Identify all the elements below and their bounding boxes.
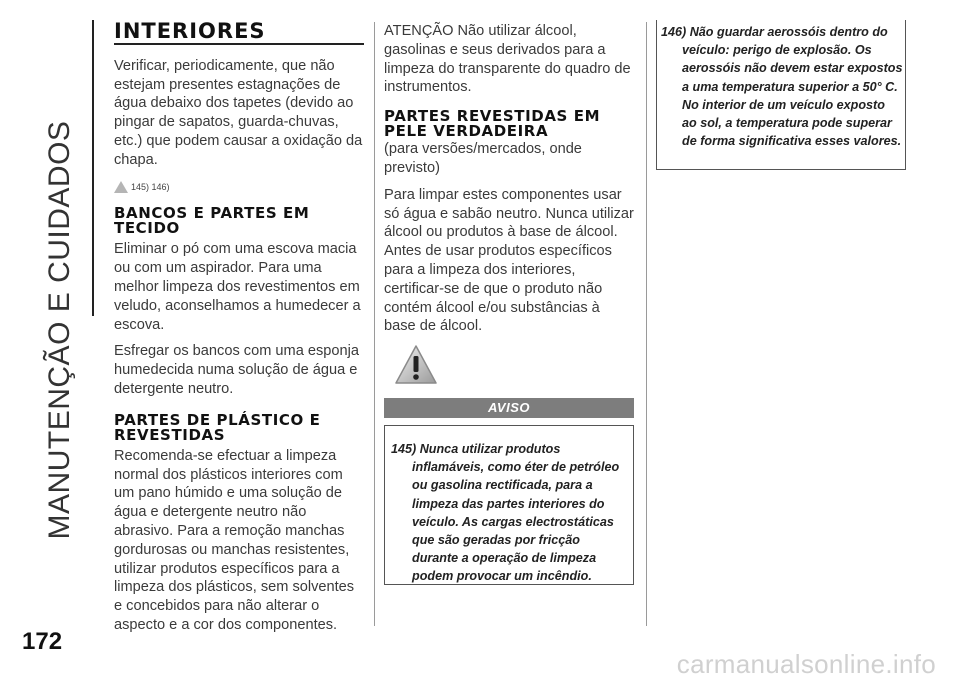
section-heading-interiores: INTERIORES xyxy=(114,22,364,45)
sidebar-divider xyxy=(92,20,94,316)
warning-box-146 xyxy=(656,20,906,170)
attention-paragraph: ATENÇÃO Não utilizar álcool, gasolinas e seus derivados para a limpeza do transparente do quadro de instrumentos. xyxy=(384,23,631,96)
warning-label: AVISO xyxy=(384,398,634,418)
column-2 xyxy=(384,22,634,344)
paragraph: Para limpar estes componentes usar só água e sabão neutro. Nunca utilizar álcool ou produtos à base de álcool. Antes de usar produtos específicos para a limpeza dos interiores, certificar-se de que o produto não contém álcool e/ou substâncias à base de álcool. xyxy=(384,186,634,335)
triangle-icon xyxy=(114,181,128,193)
paragraph: Esfregar os bancos com uma esponja humedecida numa solução de água e detergente neutro. xyxy=(114,343,359,397)
warning-note-145: 145) Nunca utilizar produtos inflamáveis, como éter de petróleo ou gasolina rectificada, para a limpeza das partes interiores do veículo. As cargas electrostáticas que são geradas por fricção durante a operação de limpeza podem provocar um incêndio. xyxy=(391,442,620,584)
warning-triangle-icon xyxy=(394,343,438,387)
warning-note-146: 146) Não guardar aerossóis dentro do veículo: perigo de explosão. Os aerossóis não devem estar expostos a uma temperatura superior a 50° C. No interior de um veículo exposto ao sol, a temperatura pode superar de forma significativa esses valores. xyxy=(661,25,903,149)
column-divider xyxy=(374,22,375,626)
section-heading-pele: PARTES REVESTIDAS EM PELE VERDADEIRA xyxy=(384,107,601,141)
column-divider xyxy=(646,22,647,626)
column-1 xyxy=(114,19,364,643)
page-number: 172 xyxy=(22,628,63,655)
section-heading-plastico: PARTES DE PLÁSTICO E REVESTIDAS xyxy=(114,410,321,444)
watermark: carmanualsonline.info xyxy=(676,649,936,679)
paragraph: Eliminar o pó com uma escova macia ou com um aspirador. Para uma melhor limpeza dos revestimentos em veludo, aconselhamos a humedecer a escova. xyxy=(114,241,361,333)
warning-box xyxy=(384,425,634,585)
paragraph: Recomenda-se efectuar a limpeza normal dos plásticos interiores com um pano húmido e uma solução de água e detergente neutro não abrasivo. Para a remoção manchas gordurosas ou manchas resistentes, utilizar produtos específicos para a limpeza dos plásticos, sem solventes e concebidos para não alterar o aspecto e a cor dos componentes. xyxy=(114,447,355,633)
section-subtitle: (para versões/mercados, onde previsto) xyxy=(384,141,582,176)
note-ref-text: 145) 146) xyxy=(131,181,170,192)
note-references xyxy=(114,178,364,197)
section-heading-bancos: BANCOS E PARTES EM TECIDO xyxy=(114,204,310,238)
paragraph: Verificar, periodicamente, que não estejam presentes estagnações de água debaixo dos tapetes (devido ao pingar de sapatos, guarda-chuvas, etc.) que podem causar a oxidação da chapa. xyxy=(114,57,363,168)
chapter-title-text: MANUTENÇÃO E CUIDADOS xyxy=(43,120,76,540)
